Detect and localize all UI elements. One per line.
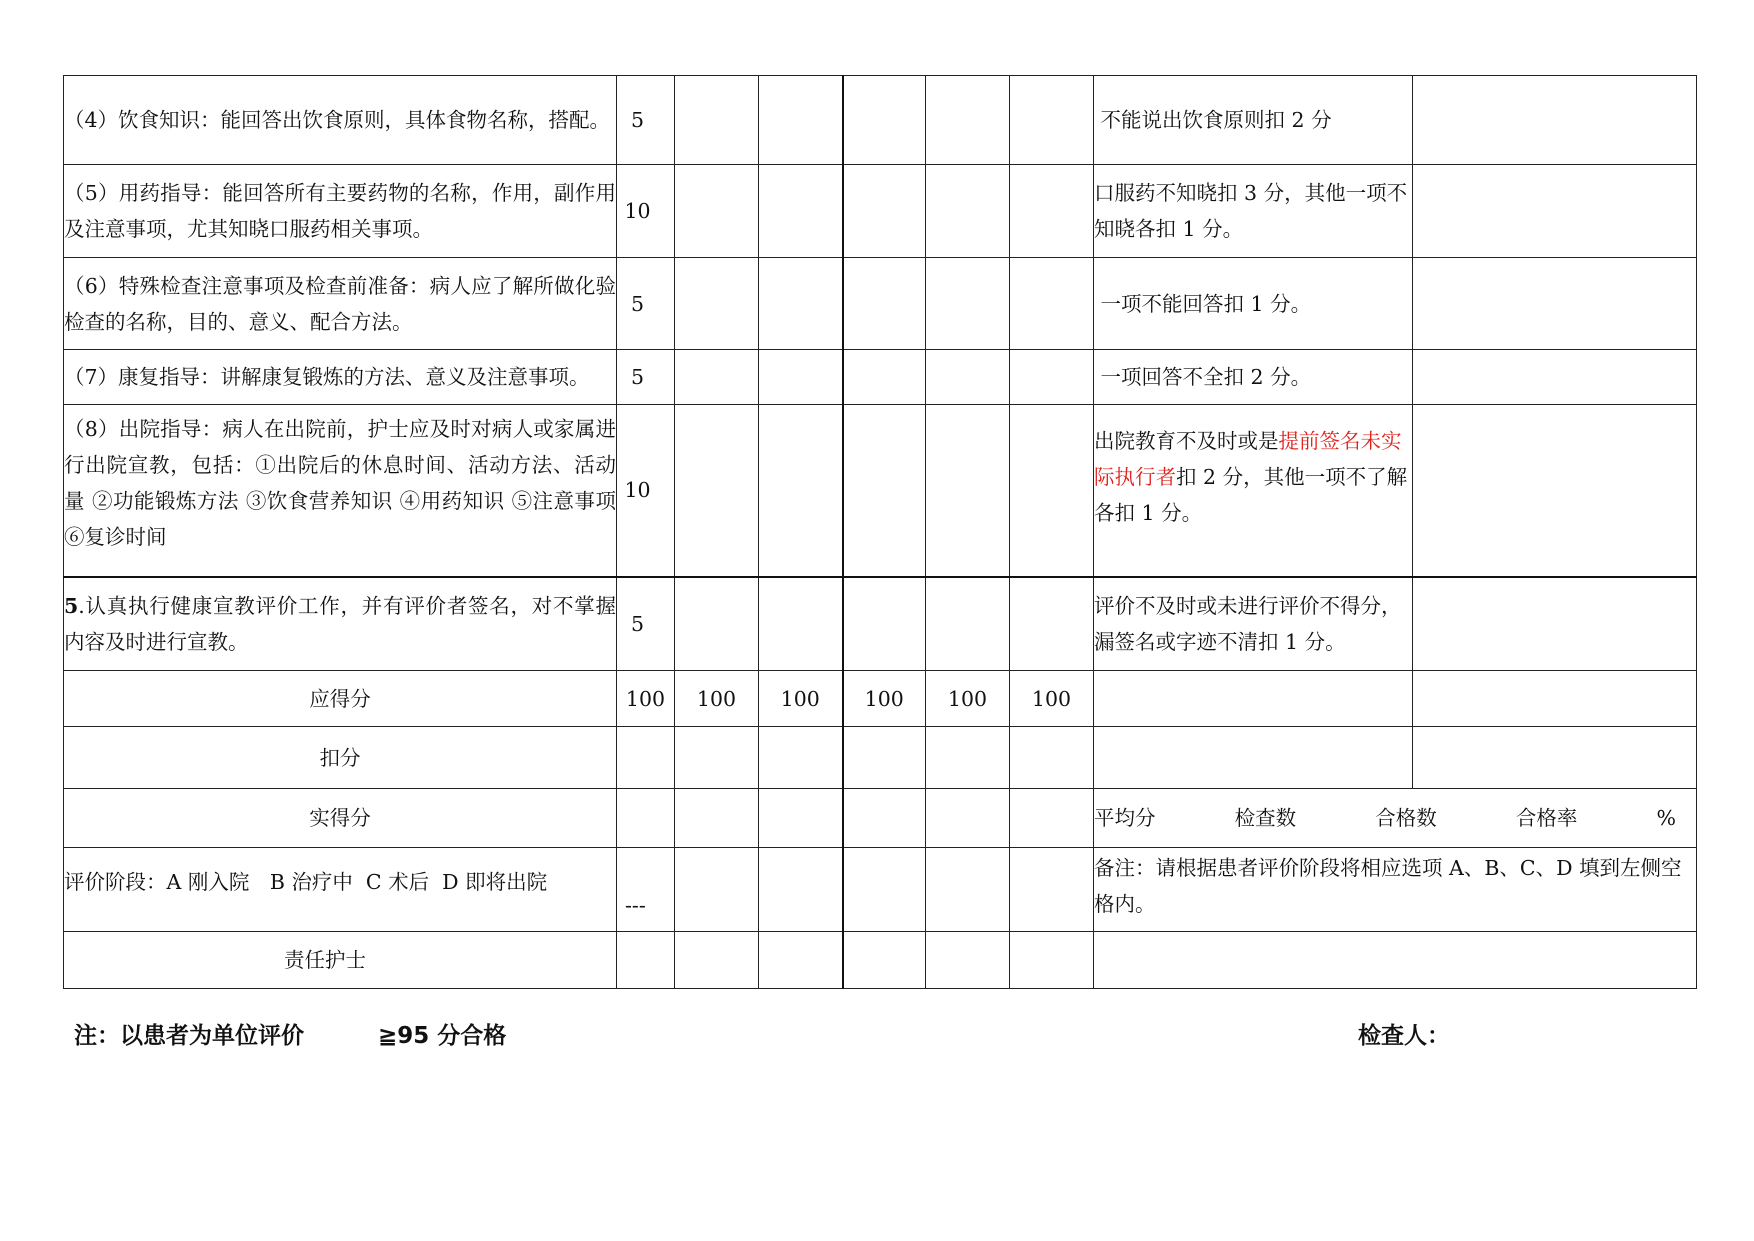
evaluation-table: [63, 75, 1697, 989]
rule-highlight: 提前签名未实际执行者: [1094, 429, 1402, 489]
table-row: [64, 577, 1697, 671]
actual-score-cell[interactable]: [675, 789, 759, 848]
check-cell[interactable]: [675, 350, 759, 405]
actual-score-cell[interactable]: [759, 789, 843, 848]
rule-cell: 一项不能回答扣 1 分。: [1094, 258, 1413, 350]
rule-text: 出院教育不及时或是: [1094, 429, 1279, 453]
summary-line: [1094, 800, 1696, 836]
stage-cell[interactable]: [759, 848, 843, 932]
item-text: .认真执行健康宣教评价工作，并有评价者签名，对不掌握内容及时进行宣教。: [64, 593, 616, 654]
table-row: [64, 405, 1697, 577]
check-cell[interactable]: [926, 577, 1010, 671]
check-cell[interactable]: [1010, 165, 1094, 258]
check-cell[interactable]: [926, 165, 1010, 258]
table-row: [64, 258, 1697, 350]
footer-inspector: 检查人：: [1358, 1023, 1450, 1049]
stage-cell[interactable]: [675, 848, 759, 932]
score-cell: 10: [617, 405, 675, 577]
nurse-row: [64, 932, 1697, 989]
check-cell[interactable]: [759, 258, 843, 350]
check-cell[interactable]: [843, 577, 926, 671]
item-cell: （7）康复指导：讲解康复锻炼的方法、意义及注意事项。: [64, 350, 617, 405]
score-cell: 5: [617, 258, 675, 350]
footer-pass: ≧95 分合格: [378, 1023, 507, 1049]
item-cell: [64, 577, 617, 671]
table-row: [64, 350, 1697, 405]
stage-note: 备注：请根据患者评价阶段将相应选项 A、B、C、D 填到左侧空格内。: [1094, 848, 1697, 932]
nurse-cell[interactable]: [617, 932, 675, 989]
actual-score-cell[interactable]: [926, 789, 1010, 848]
nurse-cell[interactable]: [926, 932, 1010, 989]
check-cell[interactable]: [1010, 258, 1094, 350]
nurse-cell[interactable]: [675, 932, 759, 989]
check-cell[interactable]: [926, 258, 1010, 350]
rule-cell: 口服药不知晓扣 3 分，其他一项不知晓各扣 1 分。: [1094, 165, 1413, 258]
nurse-label: 责任护士: [64, 932, 617, 989]
footer-note: 注：以患者为单位评价: [74, 1023, 304, 1049]
remark-cell[interactable]: [1413, 727, 1697, 789]
percent-sign: %: [1656, 806, 1676, 830]
check-cell[interactable]: [675, 577, 759, 671]
check-cell[interactable]: [843, 165, 926, 258]
remark-cell[interactable]: [1413, 165, 1697, 258]
stage-cell[interactable]: [926, 848, 1010, 932]
should-score-value: 100: [926, 671, 1010, 727]
pass-count-label: 合格数: [1375, 806, 1437, 830]
check-cell[interactable]: [1010, 577, 1094, 671]
remark-cell[interactable]: [1413, 350, 1697, 405]
check-cell[interactable]: [759, 76, 843, 165]
deduction-cell[interactable]: [926, 727, 1010, 789]
deduction-label: 扣分: [64, 727, 617, 789]
check-count-label: 检查数: [1234, 806, 1297, 830]
should-score-value: 100: [1010, 671, 1094, 727]
actual-score-cell[interactable]: [1010, 789, 1094, 848]
should-score-value: 100: [843, 671, 926, 727]
check-cell[interactable]: [675, 258, 759, 350]
pass-rate-label: 合格率: [1515, 806, 1578, 830]
item-cell: （8）出院指导：病人在出院前，护士应及时对病人或家属进行出院宣教，包括：①出院后的休息时间、活动方法、活动量 ②功能锻炼方法 ③饮食营养知识 ④用药知识 ⑤注意事项 ⑥复诊时间: [64, 405, 617, 577]
check-cell[interactable]: [1010, 76, 1094, 165]
deduction-cell[interactable]: [759, 727, 843, 789]
should-score-value: 100: [675, 671, 759, 727]
stage-row: [64, 848, 1697, 932]
check-cell[interactable]: [759, 405, 843, 577]
item-number: 5: [64, 593, 79, 618]
nurse-cell[interactable]: [843, 932, 926, 989]
item-cell: （4）饮食知识：能回答出饮食原则，具体食物名称，搭配。: [64, 76, 617, 165]
table-row: [64, 76, 1697, 165]
actual-score-cell[interactable]: [617, 789, 675, 848]
nurse-cell[interactable]: [759, 932, 843, 989]
score-cell: 5: [617, 350, 675, 405]
remark-cell[interactable]: [1413, 405, 1697, 577]
check-cell[interactable]: [675, 76, 759, 165]
table-row: [64, 165, 1697, 258]
rule-text: 扣 2 分，其他一项不了解各扣 1 分。: [1094, 465, 1408, 525]
average-label: 平均分: [1094, 806, 1156, 830]
nurse-signature-cell[interactable]: [1094, 932, 1697, 989]
rule-cell: 评价不及时或未进行评价不得分，漏签名或字迹不清扣 1 分。: [1094, 577, 1413, 671]
remark-cell[interactable]: [1413, 671, 1697, 727]
item-cell: （6）特殊检查注意事项及检查前准备：病人应了解所做化验检查的名称，目的、意义、配合方法。: [64, 258, 617, 350]
check-cell[interactable]: [843, 258, 926, 350]
remark-cell[interactable]: [1413, 76, 1697, 165]
check-cell[interactable]: [926, 76, 1010, 165]
rule-cell: [1094, 671, 1413, 727]
item-cell: （5）用药指导：能回答所有主要药物的名称，作用，副作用及注意事项，尤其知晓口服药相关事项。: [64, 165, 617, 258]
remark-cell[interactable]: [1413, 258, 1697, 350]
actual-score-cell[interactable]: [843, 789, 926, 848]
check-cell[interactable]: [926, 350, 1010, 405]
stage-label: 评价阶段：A 刚入院 B 治疗中 C 术后 D 即将出院: [64, 848, 617, 932]
check-cell[interactable]: [843, 405, 926, 577]
score-cell: 5: [617, 577, 675, 671]
actual-score-row: [64, 789, 1697, 848]
deduction-cell[interactable]: [617, 727, 675, 789]
check-cell[interactable]: [926, 405, 1010, 577]
check-cell[interactable]: [759, 577, 843, 671]
summary-cell: [1094, 789, 1697, 848]
stage-cell[interactable]: [843, 848, 926, 932]
check-cell[interactable]: [843, 76, 926, 165]
check-cell[interactable]: [759, 350, 843, 405]
should-score-value: 100: [759, 671, 843, 727]
check-cell[interactable]: [843, 350, 926, 405]
stage-cell[interactable]: [1010, 848, 1094, 932]
should-score-label: 应得分: [64, 671, 617, 727]
score-cell: 5: [617, 76, 675, 165]
rule-cell: [1094, 405, 1413, 577]
rule-cell: 一项回答不全扣 2 分。: [1094, 350, 1413, 405]
check-cell[interactable]: [1010, 350, 1094, 405]
actual-score-label: 实得分: [64, 789, 617, 848]
should-score-row: [64, 671, 1697, 727]
should-score-value: 100: [617, 671, 675, 727]
rule-cell: [1094, 727, 1413, 789]
check-cell[interactable]: [675, 405, 759, 577]
check-cell[interactable]: [675, 165, 759, 258]
check-cell[interactable]: [759, 165, 843, 258]
rule-cell: 不能说出饮食原则扣 2 分: [1094, 76, 1413, 165]
deduction-cell[interactable]: [1010, 727, 1094, 789]
deduction-cell[interactable]: [675, 727, 759, 789]
deduction-row: [64, 727, 1697, 789]
stage-value[interactable]: ---: [617, 848, 675, 932]
nurse-cell[interactable]: [1010, 932, 1094, 989]
check-cell[interactable]: [1010, 405, 1094, 577]
deduction-cell[interactable]: [843, 727, 926, 789]
remark-cell[interactable]: [1413, 577, 1697, 671]
score-cell: 10: [617, 165, 675, 258]
